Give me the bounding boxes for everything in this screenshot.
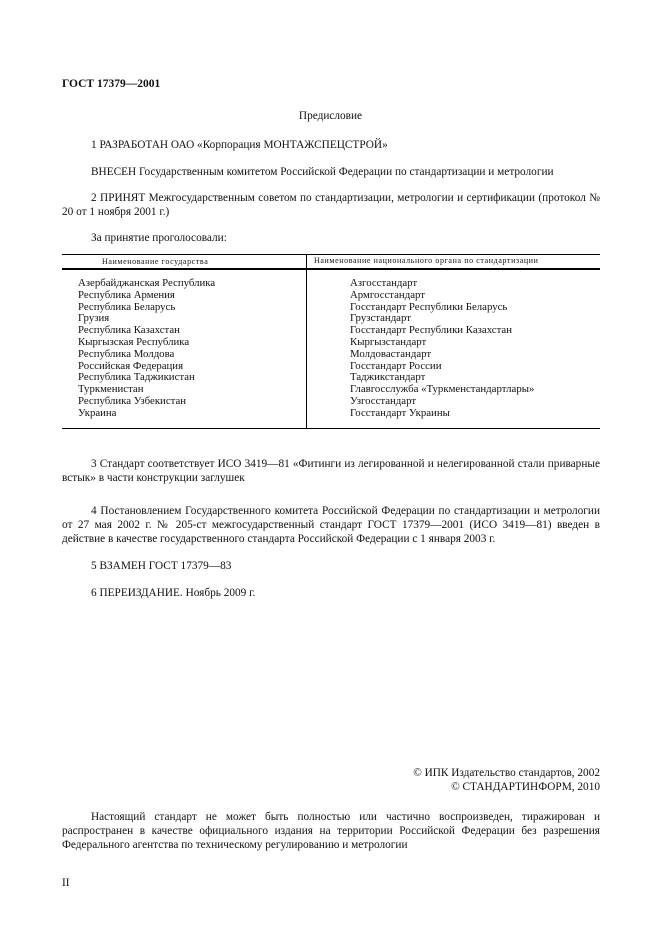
table-cell: Госстандарт Украины xyxy=(350,406,450,419)
table-header xyxy=(62,255,600,270)
table-cell: Госстандарт Республики Казахстан xyxy=(350,324,512,337)
paragraph-voted: За принятие проголосовали: xyxy=(91,232,227,244)
table-cell: Грузия xyxy=(78,312,110,325)
table-cell: Кыргызская Республика xyxy=(78,335,190,348)
paragraph-resolution: 4 Постановлением Государственного комитета Российской Федерации по стандартизации и метрологии от 27 мая 2002 г. № 205-ст межгосударственный стандарт ГОСТ 17379—2001 (ИСО 3419—81) введен в действие в качестве государственного стандарта Российской Федерации с 1 января 2003 г. xyxy=(62,505,600,545)
table-cell: Молдовастандарт xyxy=(350,347,432,360)
copyright-line: © ИПК Издательство стандартов, 2002 xyxy=(413,767,600,779)
paragraph-reissue: 6 ПЕРЕИЗДАНИЕ. Ноябрь 2009 г. xyxy=(91,587,256,599)
table-cell: Главгосслужба «Туркменстандартлары» xyxy=(350,383,535,396)
paragraph-iso: 3 Стандарт соответствует ИСО 3419—81 «Фитинги из легированной и нелегированной стали приварные встык» в части конструкции заглушек xyxy=(62,458,600,484)
section-title: Предисловие xyxy=(298,110,363,122)
table-cell: Туркменистан xyxy=(78,383,144,396)
table-cell: Узгосстандарт xyxy=(350,394,417,407)
document-header: ГОСТ 17379—2001 xyxy=(62,78,161,90)
reproduction-notice: Настоящий стандарт не может быть полностью или частично воспроизведен, тиражирован и распространен в качестве официального издания на территории Российской Федерации без разрешения Федерального агентства по техническому регулированию и метрологии xyxy=(62,811,600,851)
copyright-line: © СТАНДАРТИНФОРМ, 2010 xyxy=(451,781,600,793)
table-cell: Кыргызстандарт xyxy=(350,335,427,348)
paragraph-introduced: ВНЕСЕН Государственным комитетом Российской Федерации по стандартизации и метрологии xyxy=(91,166,554,178)
table-cell: Госстандарт Республики Беларусь xyxy=(350,300,508,313)
table-cell: Таджикстандарт xyxy=(350,371,426,384)
column-divider xyxy=(306,255,307,428)
table-cell: Украина xyxy=(78,406,117,419)
table-cell: Республика Молдова xyxy=(78,347,175,360)
table-cell: Армгосстандарт xyxy=(350,288,425,301)
copyright xyxy=(413,766,600,794)
page-number: II xyxy=(62,877,70,889)
table-cell: Республика Беларусь xyxy=(78,300,176,313)
table-cell: Грузстандарт xyxy=(350,312,411,325)
voting-table xyxy=(62,254,600,429)
table-cell: Азгосстандарт xyxy=(350,277,418,289)
table-cell: Российская Федерация xyxy=(78,359,184,372)
header-body: Наименование национального органа по стандартизации xyxy=(314,256,539,265)
paragraph-replaces: 5 ВЗАМЕН ГОСТ 17379—83 xyxy=(91,560,232,572)
table-cell: Республика Казахстан xyxy=(78,324,180,337)
table-cell: Республика Армения xyxy=(78,288,175,301)
table-cell: Республика Таджикистан xyxy=(78,371,195,384)
table-cell: Республика Узбекистан xyxy=(78,394,187,407)
table-cell: Азербайджанская Республика xyxy=(78,277,216,289)
paragraph-adopted: 2 ПРИНЯТ Межгосударственным советом по стандартизации, метрологии и сертификации (протокол № 20 от 1 ноября 2001 г.) xyxy=(62,192,600,218)
states-column xyxy=(78,278,215,420)
paragraph-developed: 1 РАЗРАБОТАН ОАО «Корпорация МОНТАЖСПЕЦСТРОЙ» xyxy=(91,139,388,151)
header-state: Наименование государства xyxy=(102,257,209,266)
table-cell: Госстандарт России xyxy=(350,359,442,372)
bodies-column xyxy=(350,278,534,420)
